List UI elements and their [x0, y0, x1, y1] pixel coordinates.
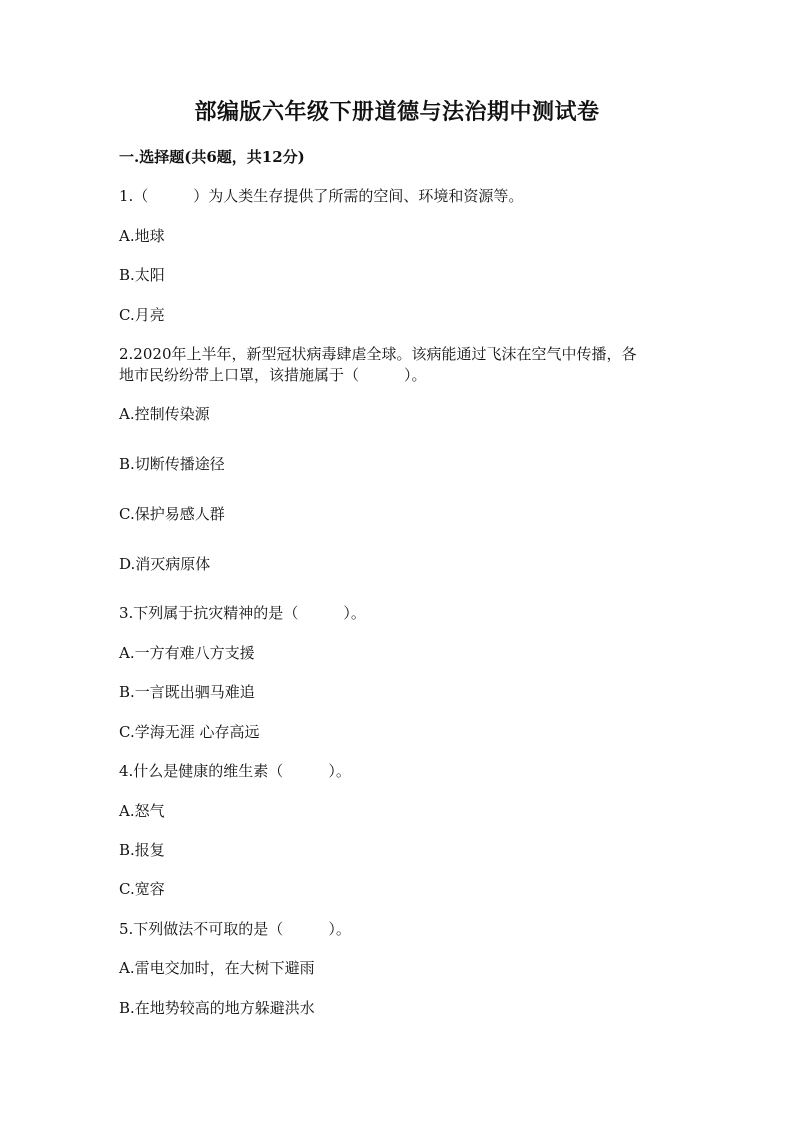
page-title: 部编版六年级下册道德与法治期中测试卷 — [194, 99, 600, 125]
question-5-option-b: B.在地势较高的地方躲避洪水 — [119, 999, 315, 1017]
question-2-option-d: D.消灭病原体 — [119, 555, 211, 573]
question-4-option-b: B.报复 — [119, 841, 165, 859]
question-4-option-a: A.怒气 — [119, 802, 165, 820]
question-4-option-c: C.宽容 — [119, 880, 165, 898]
question-5-option-a: A.雷电交加时，在大树下避雨 — [119, 959, 315, 977]
question-3-option-b: B.一言既出驷马难追 — [119, 683, 255, 701]
question-4-stem: 4.什么是健康的维生素（ ）。 — [119, 762, 351, 780]
question-2-option-a: A.控制传染源 — [119, 405, 210, 423]
section-heading: 一.选择题(共6题，共12分) — [119, 148, 305, 166]
question-3-option-c: C.学海无涯 心存高远 — [119, 723, 260, 741]
question-2-stem-line1: 2.2020年上半年，新型冠状病毒肆虐全球。该病能通过飞沫在空气中传播，各 — [119, 345, 637, 363]
question-1-stem: 1.（ ）为人类生存提供了所需的空间、环境和资源等。 — [119, 187, 524, 205]
question-1-option-c: C.月亮 — [119, 306, 165, 324]
question-2-option-b: B.切断传播途径 — [119, 455, 225, 473]
question-2-option-c: C.保护易感人群 — [119, 505, 225, 523]
question-2-stem-line2: 地市民纷纷带上口罩，该措施属于（ ）。 — [119, 366, 427, 384]
question-1-option-a: A.地球 — [119, 227, 165, 245]
question-3-stem: 3.下列属于抗灾精神的是（ ）。 — [119, 604, 366, 622]
question-1-option-b: B.太阳 — [119, 266, 165, 284]
question-3-option-a: A.一方有难八方支援 — [119, 644, 255, 662]
question-5-stem: 5.下列做法不可取的是（ ）。 — [119, 920, 351, 938]
